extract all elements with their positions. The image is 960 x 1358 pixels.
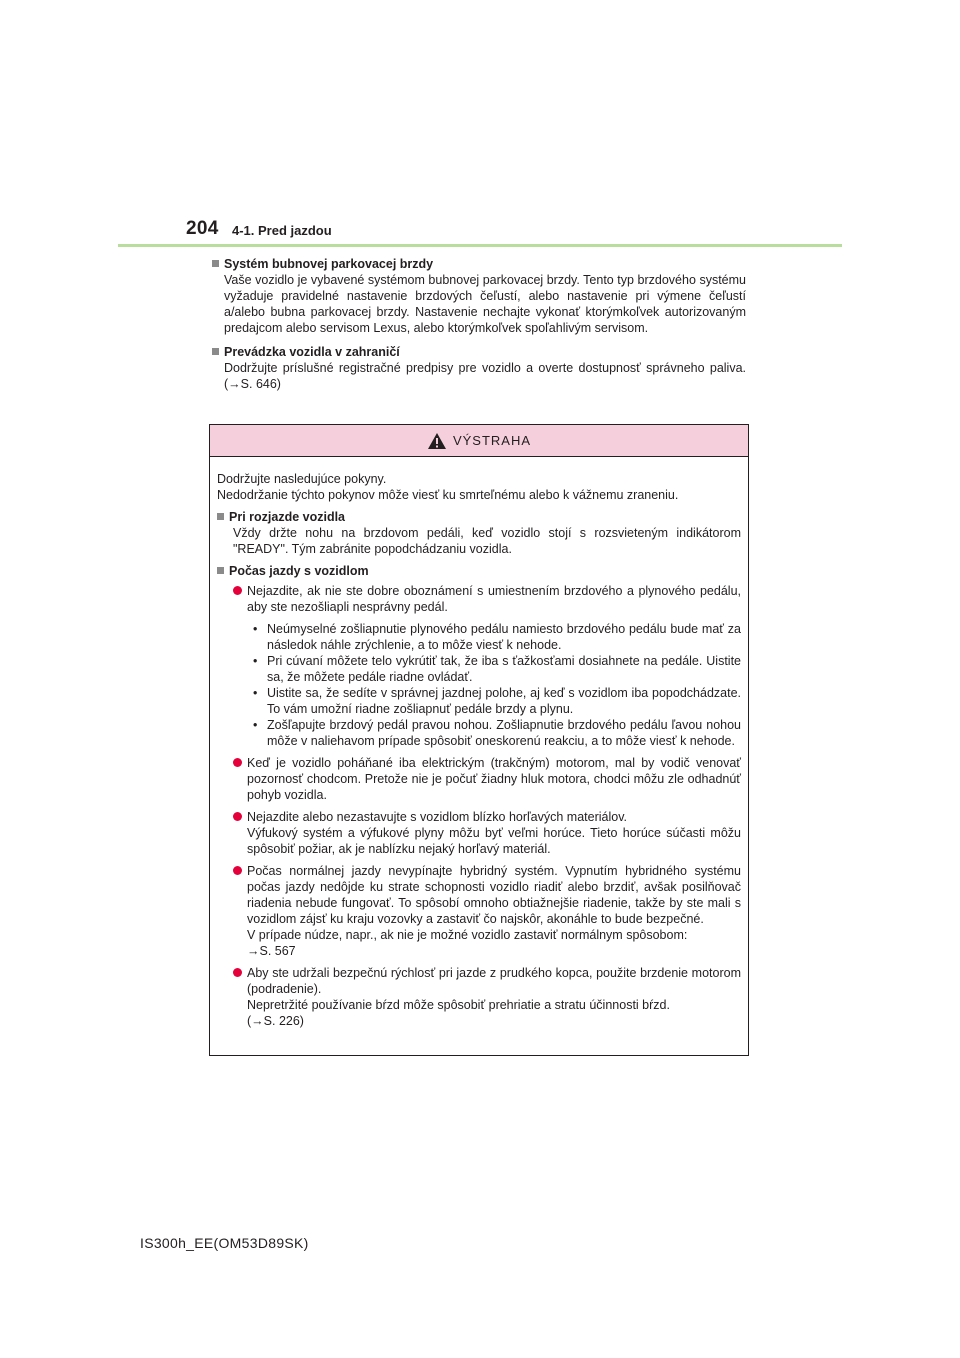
topic-heading: Prevádzka vozidla v zahraničí	[224, 345, 400, 359]
topic-driving-abroad	[212, 344, 746, 392]
page-reference-link[interactable]: →S. 567	[247, 944, 296, 958]
bullet-text: Aby ste udržali bezpečnú rýchlosť pri jazde z prudkého kopca, použite brzdenie motorom (podradenie).	[247, 966, 741, 996]
bullet-text: V prípade núdze, napr., ak nie je možné vozidlo zastaviť normálnym spôsobom:	[247, 928, 688, 942]
bullet-text: Počas normálnej jazdy nevypínajte hybridný systém. Vypnutím hybridného systému počas jazdy nedôjde ku strate schopnosti vozidlo riadiť alebo brzdiť, avšak posilňovač riadenia nebude fungovať. To spôsobí omnoho obtiažnejšie riadenie, takže by ste mali s vozidlom zájsť ku kraju vozovky a zastaviť čo najskôr, akonáhle to bude bezpečné.	[247, 864, 741, 926]
warning-body	[210, 457, 748, 1029]
warning-triangle-icon	[427, 432, 447, 450]
header-rule	[118, 244, 842, 247]
sub-list-item: • Zošľapujte brzdový pedál pravou nohou. Zošliapnutie brzdového pedálu ľavou nohou môže v naliehavom prípade spôsobiť oneskorenú reakciu, a to môže viesť k nehode.	[247, 717, 741, 749]
square-marker-icon	[212, 348, 219, 355]
warning-box	[209, 424, 749, 1056]
topic-body: Vaše vozidlo je vybavené systémom bubnovej parkovacej brzdy. Tento typ brzdového systému vyžaduje pravidelné nastavenie brzdových čeľustí, alebo nastavenie pri výmene čeľustí a/alebo bubna parkovacej brzdy. Nastavenie nechajte vykonať ktorýmkoľvek autorizovaným predajcom alebo servisom Lexus, alebo ktorýmkoľvek spoľahlivým servisom.	[224, 273, 746, 335]
main-content	[212, 256, 746, 400]
bullet-dot-icon	[233, 968, 242, 977]
bullet-dot-icon	[233, 812, 242, 821]
sub-list-item: • Uistite sa, že sedíte v správnej jazdnej polohe, aj keď s vozidlom iba popodchádzate. To vám umožní riadne zošliapnuť pedále brzdy a plynu.	[247, 685, 741, 717]
page-number: 204	[186, 218, 219, 239]
bullet-text: Nejazdite, ak nie ste dobre oboznámení s umiestnením brzdového a plynového pedálu, aby ste nezošliapli nesprávny pedál.	[247, 584, 741, 614]
warning-title: VÝSTRAHA	[452, 433, 532, 448]
footer-manual-code: IS300h_EE(OM53D89SK)	[140, 1235, 309, 1251]
section-title: 4-1. Pred jazdou	[232, 223, 332, 238]
intro-line: Nedodržanie týchto pokynov môže viesť ku smrteľnému alebo k vážnemu zraneniu.	[217, 488, 679, 502]
bullet-item	[217, 863, 741, 959]
bullet-item	[217, 809, 741, 857]
sub-bullet-icon: •	[253, 718, 258, 732]
warning-header	[210, 425, 748, 457]
topic-body: Dodržujte príslušné registračné predpisy pre vozidlo a overte dostupnosť správneho paliva. (→S. 646)	[224, 361, 746, 391]
section-text: Vždy držte nohu na brzdovom pedáli, keď vozidlo stojí s rozsvieteným indikátorom "READY". Tým zabránite popodchádzaniu vozidla.	[233, 526, 741, 556]
bullet-text: Keď je vozidlo poháňané iba elektrickým (trakčným) motorom, mal by vodič venovať pozornosť chodcom. Pretože nie je počuť žiadny hluk motora, chodci môžu zle odhadnúť pohyb vozidla.	[247, 756, 741, 802]
bullet-dot-icon	[233, 866, 242, 875]
sub-list-item: • Pri cúvaní môžete telo vykrútiť tak, že iba s ťažkosťami dosiahnete na pedále. Uistite sa, že môžete pedále riadne ovládať.	[247, 653, 741, 685]
section-heading: Počas jazdy s vozidlom	[229, 564, 369, 578]
bullet-item	[217, 965, 741, 1029]
bullet-item	[217, 583, 741, 749]
sub-bullet-icon: •	[253, 686, 258, 700]
sub-list	[247, 621, 741, 749]
bullet-dot-icon	[233, 586, 242, 595]
topic-heading: Systém bubnovej parkovacej brzdy	[224, 257, 434, 271]
warning-intro	[217, 471, 741, 503]
bullet-text: Nepretržité používanie bŕzd môže spôsobiť prehriatie a stratu účinnosti bŕzd.	[247, 998, 670, 1012]
square-marker-icon	[217, 513, 224, 520]
square-marker-icon	[212, 260, 219, 267]
intro-line: Dodržujte nasledujúce pokyny.	[217, 472, 387, 486]
page-reference-link[interactable]: (→S. 226)	[247, 1014, 304, 1028]
warning-section-start	[217, 509, 741, 557]
bullet-dot-icon	[233, 758, 242, 767]
bullet-text: Nejazdite alebo nezastavujte s vozidlom blízko horľavých materiálov.	[247, 810, 627, 824]
bullet-text: Výfukový systém a výfukové plyny môžu byť veľmi horúce. Tieto horúce súčasti môžu spôsobiť požiar, ak je nablízku nejaký horľavý materiál.	[247, 826, 741, 856]
bullet-item	[217, 755, 741, 803]
sub-list-item: • Neúmyselné zošliapnutie plynového pedálu namiesto brzdového pedálu bude mať za následok náhle zrýchlenie, a to môže viesť k nehode.	[247, 621, 741, 653]
topic-drum-parking-brake	[212, 256, 746, 336]
sub-bullet-icon: •	[253, 622, 258, 636]
sub-bullet-icon: •	[253, 654, 258, 668]
section-heading: Pri rozjazde vozidla	[229, 510, 346, 524]
warning-section-driving	[217, 563, 741, 1029]
square-marker-icon	[217, 567, 224, 574]
